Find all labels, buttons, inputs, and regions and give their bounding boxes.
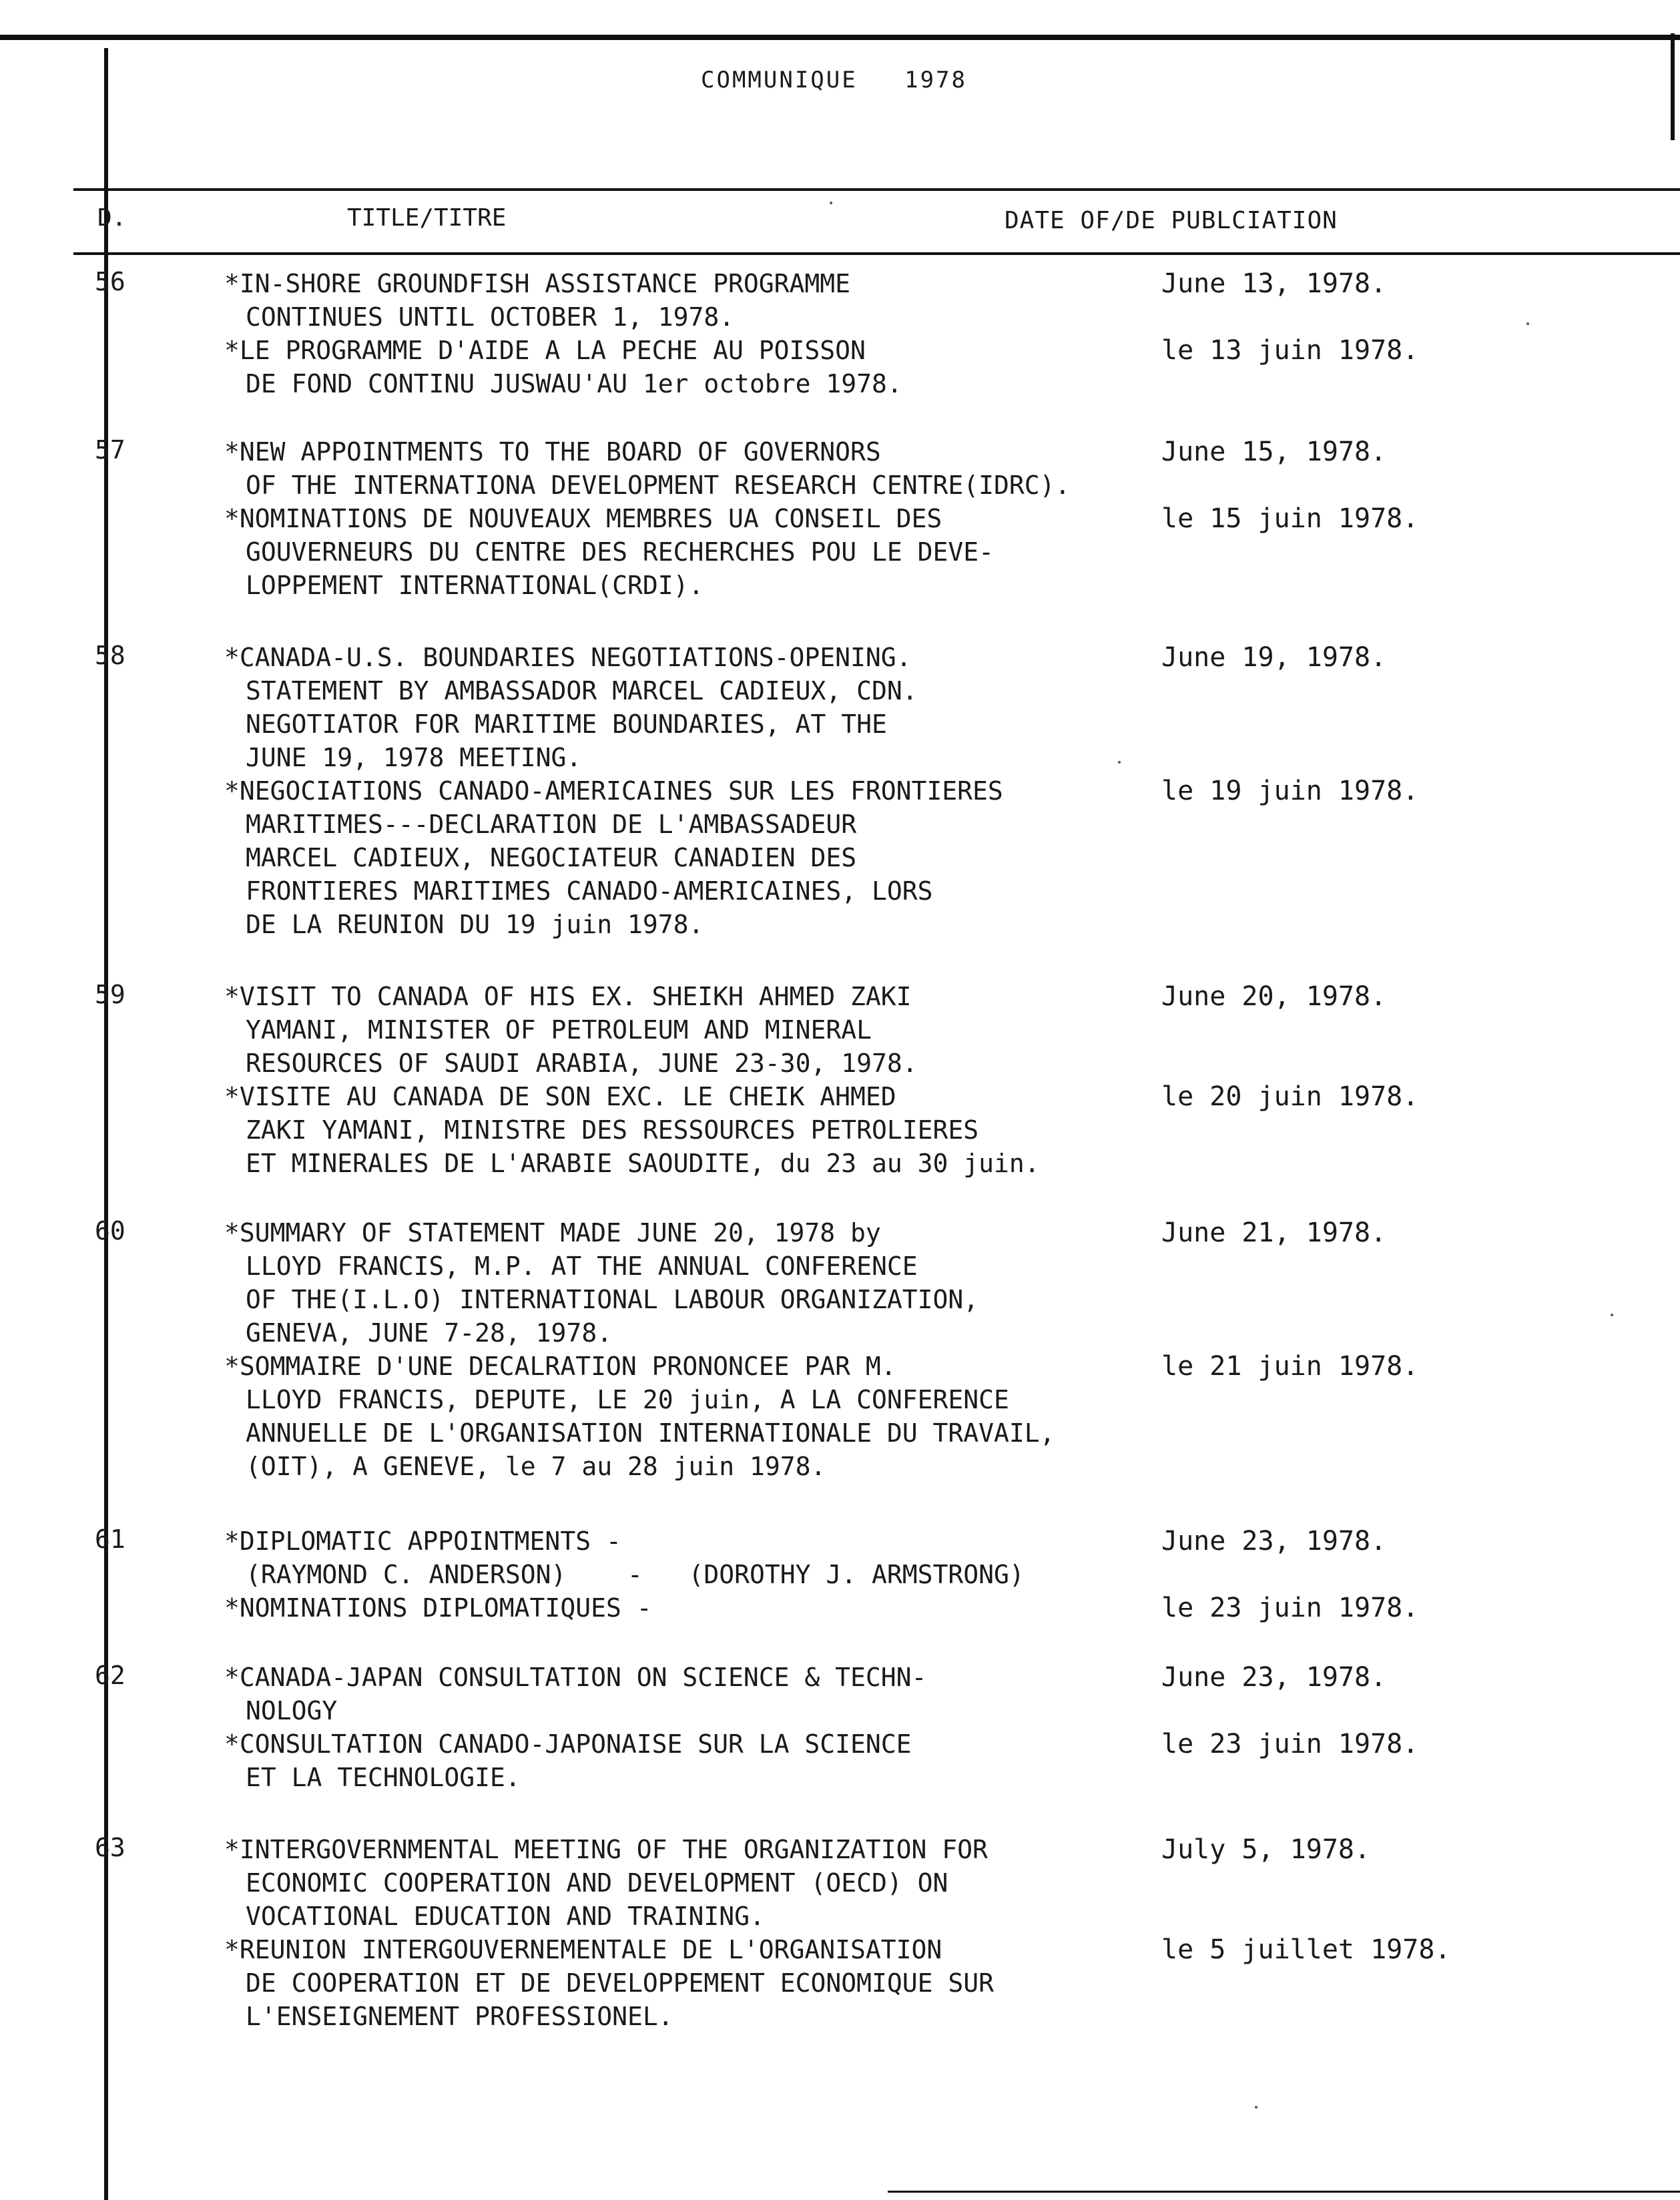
- french-publication-date: le 13 juin 1978.: [1161, 335, 1419, 366]
- french-title-line: FRONTIERES MARITIMES CANADO-AMERICAINES, LORS: [246, 876, 933, 906]
- english-publication-date: June 21, 1978.: [1161, 1217, 1387, 1248]
- entry-number: 63: [95, 1833, 125, 1862]
- english-publication-date: June 19, 1978.: [1161, 642, 1387, 673]
- entry-titles: [224, 641, 1003, 941]
- english-publication-date: June 23, 1978.: [1161, 1526, 1387, 1557]
- entry-titles: [224, 1525, 1025, 1625]
- entry-number: 61: [95, 1525, 125, 1554]
- french-title-line: DE COOPERATION ET DE DEVELOPPEMENT ECONOMIQUE SUR: [246, 1968, 995, 1998]
- french-title-line: *NOMINATIONS DE NOUVEAUX MEMBRES UA CONSEIL DES: [224, 504, 942, 533]
- french-title-line: MARCEL CADIEUX, NEGOCIATEUR CANADIEN DES: [246, 843, 857, 872]
- english-title-line: RESOURCES OF SAUDI ARABIA, JUNE 23-30, 1978.: [246, 1049, 918, 1078]
- entry-titles: [224, 267, 902, 400]
- french-title-line: *REUNION INTERGOUVERNEMENTALE DE L'ORGANISATION: [224, 1935, 942, 1964]
- french-title-line: *LE PROGRAMME D'AIDE A LA PECHE AU POISSON: [224, 336, 866, 365]
- entry-number: 59: [95, 980, 125, 1009]
- french-publication-date: le 23 juin 1978.: [1161, 1593, 1419, 1623]
- english-title-line: OF THE(I.L.O) INTERNATIONAL LABOUR ORGANIZATION,: [246, 1285, 979, 1314]
- french-publication-date: le 23 juin 1978.: [1161, 1729, 1419, 1759]
- french-title-line: *NEGOCIATIONS CANADO-AMERICAINES SUR LES FRONTIERES: [224, 776, 1003, 806]
- french-title-line: (OIT), A GENEVE, le 7 au 28 juin 1978.: [246, 1452, 826, 1481]
- entry-number: 60: [95, 1216, 125, 1246]
- english-title-line: *IN-SHORE GROUNDFISH ASSISTANCE PROGRAMME: [224, 269, 850, 298]
- english-title-line: *VISIT TO CANADA OF HIS EX. SHEIKH AHMED ZAKI: [224, 982, 912, 1011]
- entry-titles: [224, 1661, 926, 1794]
- french-title-line: ZAKI YAMANI, MINISTRE DES RESSOURCES PETROLIERES: [246, 1115, 979, 1145]
- entry-number: 58: [95, 641, 125, 670]
- english-title-line: ECONOMIC COOPERATION AND DEVELOPMENT (OECD) ON: [246, 1868, 948, 1898]
- column-header-title: TITLE/TITRE: [347, 204, 507, 232]
- english-title-line: STATEMENT BY AMBASSADOR MARCEL CADIEUX, CDN.: [246, 676, 918, 706]
- english-title-line: JUNE 19, 1978 MEETING.: [246, 743, 582, 772]
- english-title-line: OF THE INTERNATIONA DEVELOPMENT RESEARCH CENTRE(IDRC).: [246, 471, 1071, 500]
- french-title-line: *CONSULTATION CANADO-JAPONAISE SUR LA SCIENCE: [224, 1729, 912, 1759]
- left-border: [104, 48, 108, 2200]
- english-title-line: *NEW APPOINTMENTS TO THE BOARD OF GOVERNORS: [224, 437, 881, 467]
- entry-number: 62: [95, 1661, 125, 1690]
- english-title-line: LLOYD FRANCIS, M.P. AT THE ANNUAL CONFERENCE: [246, 1252, 918, 1281]
- scan-speck: [1118, 761, 1121, 764]
- english-title-line: YAMANI, MINISTER OF PETROLEUM AND MINERAL: [246, 1015, 872, 1045]
- french-publication-date: le 15 juin 1978.: [1161, 503, 1419, 534]
- english-title-line: VOCATIONAL EDUCATION AND TRAINING.: [246, 1902, 765, 1931]
- bottom-rule: [888, 2191, 1680, 2193]
- english-publication-date: June 13, 1978.: [1161, 268, 1387, 299]
- entry-titles: [224, 980, 1040, 1180]
- entry-number: 57: [95, 435, 125, 465]
- french-title-line: L'ENSEIGNEMENT PROFESSIONEL.: [246, 2002, 673, 2031]
- english-publication-date: July 5, 1978.: [1161, 1834, 1371, 1865]
- french-title-line: ET MINERALES DE L'ARABIE SAOUDITE, du 23 au 30 juin.: [246, 1149, 1040, 1178]
- french-title-line: ANNUELLE DE L'ORGANISATION INTERNATIONALE DU TRAVAIL,: [246, 1418, 1055, 1448]
- top-border: [0, 35, 1680, 40]
- french-title-line: GOUVERNEURS DU CENTRE DES RECHERCHES POU LE DEVE-: [246, 537, 995, 567]
- english-title-line: *DIPLOMATIC APPOINTMENTS -: [224, 1527, 621, 1556]
- english-title-line: CONTINUES UNTIL OCTOBER 1, 1978.: [246, 302, 735, 332]
- entry-titles: [224, 1216, 1055, 1483]
- french-title-line: *NOMINATIONS DIPLOMATIQUES -: [224, 1593, 652, 1623]
- page-title: COMMUNIQUE 1978: [701, 67, 967, 93]
- english-publication-date: June 20, 1978.: [1161, 981, 1387, 1012]
- entry-titles: [224, 435, 1070, 602]
- french-title-line: MARITIMES---DECLARATION DE L'AMBASSADEUR: [246, 810, 857, 839]
- french-title-line: LLOYD FRANCIS, DEPUTE, LE 20 juin, A LA CONFERENCE: [246, 1385, 1009, 1414]
- french-title-line: *VISITE AU CANADA DE SON EXC. LE CHEIK AHMED: [224, 1082, 896, 1111]
- french-publication-date: le 21 juin 1978.: [1161, 1351, 1419, 1382]
- english-title-line: (RAYMOND C. ANDERSON) - (DOROTHY J. ARMSTRONG): [246, 1560, 1025, 1589]
- scan-speck: [1255, 2106, 1257, 2109]
- scan-speck: [830, 202, 832, 204]
- french-title-line: DE LA REUNION DU 19 juin 1978.: [246, 910, 704, 939]
- french-publication-date: le 5 juillet 1978.: [1161, 1934, 1451, 1965]
- column-header-date: DATE OF/DE PUBLCIATION: [1005, 207, 1338, 234]
- entry-number: 56: [95, 267, 125, 296]
- english-title-line: *INTERGOVERNMENTAL MEETING OF THE ORGANIZATION FOR: [224, 1835, 988, 1864]
- entry-titles: [224, 1833, 994, 2033]
- french-title-line: DE FOND CONTINU JUSWAU'AU 1er octobre 1978.: [246, 369, 902, 398]
- english-title-line: *CANADA-U.S. BOUNDARIES NEGOTIATIONS-OPENING.: [224, 643, 912, 672]
- header-top-rule: [73, 188, 1680, 191]
- english-title-line: NOLOGY: [246, 1696, 338, 1725]
- french-title-line: *SOMMAIRE D'UNE DECALRATION PRONONCEE PAR M.: [224, 1352, 896, 1381]
- french-title-line: ET LA TECHNOLOGIE.: [246, 1763, 521, 1792]
- column-header-number: D.: [97, 204, 127, 232]
- right-border: [1671, 33, 1675, 140]
- header-bottom-rule: [73, 252, 1680, 255]
- english-title-line: *SUMMARY OF STATEMENT MADE JUNE 20, 1978 by: [224, 1218, 881, 1248]
- english-publication-date: June 15, 1978.: [1161, 437, 1387, 467]
- english-title-line: GENEVA, JUNE 7-28, 1978.: [246, 1318, 613, 1348]
- scan-speck: [1526, 322, 1529, 325]
- scan-speck: [1611, 1314, 1613, 1316]
- french-publication-date: le 19 juin 1978.: [1161, 776, 1419, 806]
- english-title-line: NEGOTIATOR FOR MARITIME BOUNDARIES, AT THE: [246, 710, 887, 739]
- french-title-line: LOPPEMENT INTERNATIONAL(CRDI).: [246, 571, 704, 600]
- french-publication-date: le 20 juin 1978.: [1161, 1081, 1419, 1112]
- english-title-line: *CANADA-JAPAN CONSULTATION ON SCIENCE & TECHN-: [224, 1663, 927, 1692]
- english-publication-date: June 23, 1978.: [1161, 1662, 1387, 1693]
